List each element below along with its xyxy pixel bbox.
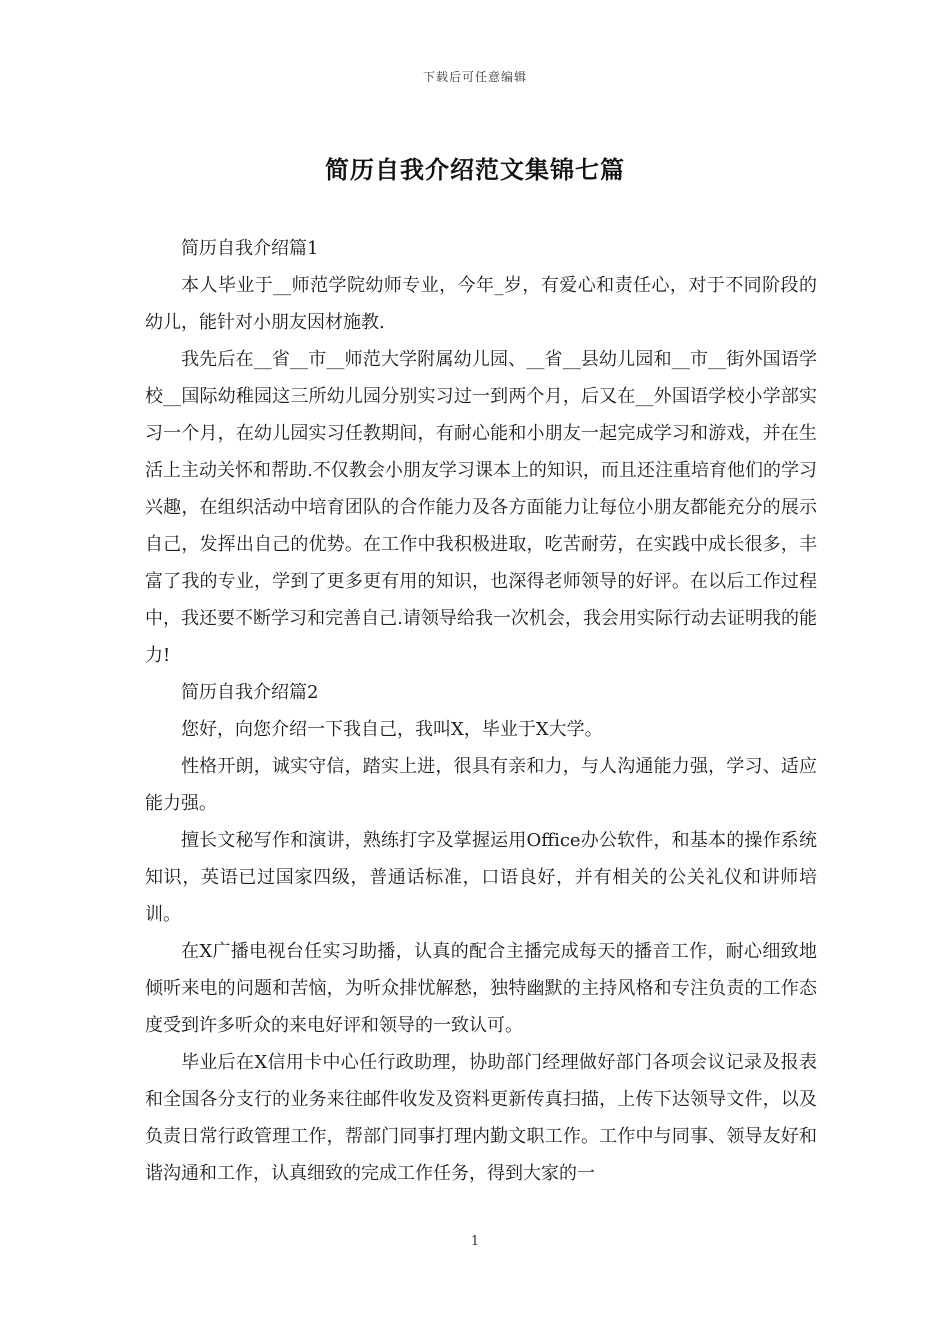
- header-note: 下载后可任意编辑: [422, 70, 527, 84]
- document-title: 简历自我介绍范文集锦七篇: [325, 155, 625, 184]
- paragraph: 性格开朗，诚实守信，踏实上进，很具有亲和力，与人沟通能力强，学习、适应能力强。: [145, 756, 817, 814]
- section-heading-2: 简历自我介绍篇2: [181, 682, 319, 703]
- section-heading-1: 简历自我介绍篇1: [181, 238, 319, 259]
- paragraph: 擅长文秘写作和演讲，熟练打字及掌握运用Office办公软件，和基本的操作系统知识，英语已过国家四级，普通话标准，口语良好，并有相关的公关礼仪和讲师培训。: [145, 830, 817, 925]
- document-body: [145, 230, 817, 1192]
- paragraph: 我先后在__省__市__师范大学附属幼儿园、__省__县幼儿园和__市__街外国语学校__国际幼稚园这三所幼儿园分别实习过一到两个月，后又在__外国语学校小学部实习一个月，在幼儿园实习任教期间，有耐心能和小朋友一起完成学习和游戏，并在生活上主动关怀和帮助.不仅教会小朋友学习课本上的知识，而且还注重培育他们的学习兴趣，在组织活动中培育团队的合作能力及各方面能力让每位小朋友都能充分的展示自己，发挥出自己的优势。在工作中我积极进取，吃苦耐劳，在实践中成长很多，丰富了我的专业，学到了更多更有用的知识，也深得老师领导的好评。在以后工作过程中，我还要不断学习和完善自己.请领导给我一次机会，我会用实际行动去证明我的能力!: [145, 349, 817, 666]
- page-number: 1: [470, 1234, 480, 1249]
- paragraph: 您好，向您介绍一下我自己，我叫X，毕业于X大学。: [181, 719, 603, 740]
- paragraph: 本人毕业于__师范学院幼师专业，今年_岁，有爱心和责任心，对于不同阶段的幼儿，能针对小朋友因材施教.: [145, 275, 817, 333]
- paragraph: 在X广播电视台任实习助播，认真的配合主播完成每天的播音工作，耐心细致地倾听来电的问题和苦恼，为听众排忧解愁，独特幽默的主持风格和专注负责的工作态度受到许多听众的来电好评和领导的一致认可。: [145, 941, 817, 1036]
- paragraph: 毕业后在X信用卡中心任行政助理，协助部门经理做好部门各项会议记录及报表和全国各分支行的业务来往邮件收发及资料更新传真扫描，上传下达领导文件，以及负责日常行政管理工作，帮部门同事打理内勤文职工作。工作中与同事、领导友好和谐沟通和工作，认真细致的完成工作任务，得到大家的一: [145, 1052, 817, 1184]
